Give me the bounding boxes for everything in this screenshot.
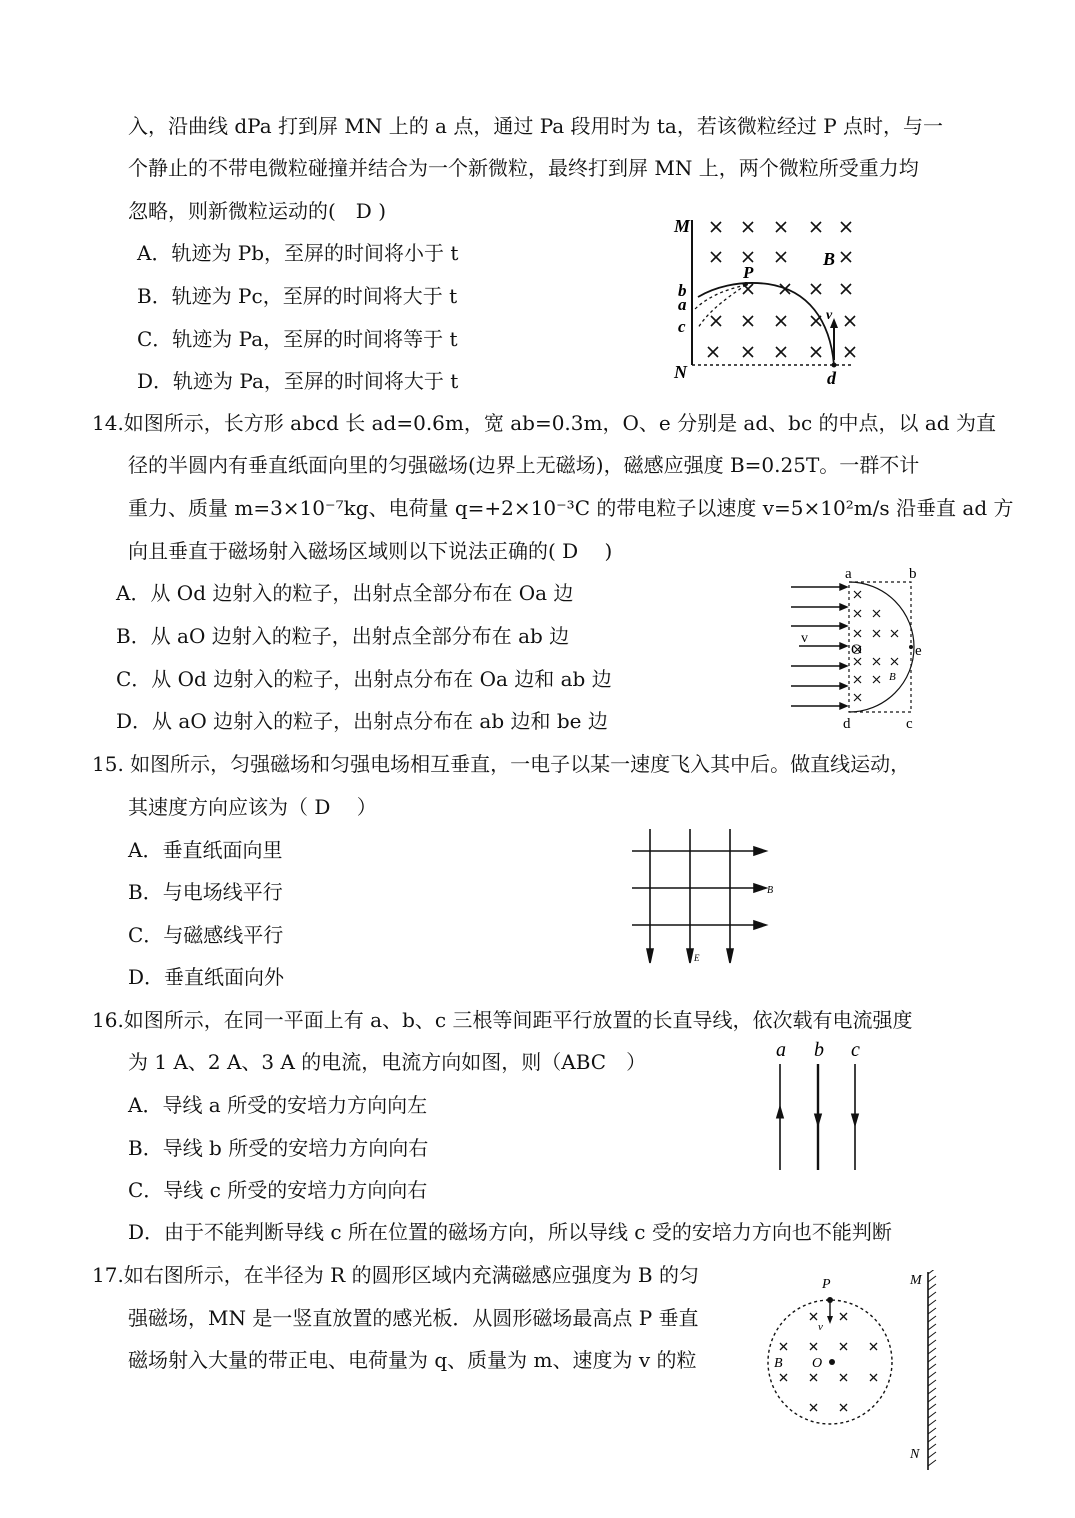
q17-figure xyxy=(760,1270,950,1480)
label-v: v xyxy=(826,308,833,323)
q15-option-d: D．垂直纸面向外 xyxy=(128,965,285,989)
q14-option-c: C．从 Od 边射入的粒子，出射点分布在 Oa 边和 ab 边 xyxy=(116,667,612,691)
q13-option-b: B．轨迹为 Pc，至屏的时间将大于 t xyxy=(137,284,458,308)
label-M: M xyxy=(674,216,691,236)
label-b: b xyxy=(909,566,917,582)
q15-line-1: 15. 如图所示，匀强磁场和匀强电场相互垂直，一电子以某一速度飞入其中后。做直线运动， xyxy=(92,752,911,776)
label-c: c xyxy=(678,317,686,336)
q16-option-a: A．导线 a 所受的安培力方向向左 xyxy=(128,1093,428,1117)
field-crosses xyxy=(780,1313,877,1411)
label-O: O xyxy=(851,642,862,658)
label-a: a xyxy=(776,1039,786,1061)
q17-line-1: 17.如右图所示，在半径为 R 的圆形区域内充满磁感应强度为 B 的匀 xyxy=(92,1263,699,1287)
q16-option-d: D．由于不能判断导线 c 所在位置的磁场方向，所以导线 c 受的安培力方向也不能判断 xyxy=(128,1220,892,1244)
q17-line-3: 磁场射入大量的带正电、电荷量为 q、质量为 m、速度为 v 的粒 xyxy=(128,1348,697,1372)
label-B: B xyxy=(774,1356,783,1371)
q13-option-d: D．轨迹为 Pa，至屏的时间将大于 t xyxy=(137,369,459,393)
q15-option-a: A．垂直纸面向里 xyxy=(128,838,283,862)
label-a: a xyxy=(845,566,852,582)
label-v: v xyxy=(818,1321,823,1333)
q16-option-c: C．导线 c 所受的安培力方向向右 xyxy=(128,1178,428,1202)
q14-option-d: D．从 aO 边射入的粒子，出射点分布在 ab 边和 be 边 xyxy=(116,709,608,733)
q13-figure xyxy=(668,210,868,390)
label-P: P xyxy=(822,1277,831,1292)
q14-option-a: A．从 Od 边射入的粒子，出射点全部分布在 Oa 边 xyxy=(116,581,574,605)
q16-option-b: B．导线 b 所受的安培力方向向右 xyxy=(128,1136,429,1160)
label-B: B xyxy=(823,249,836,269)
q15-line-2: 其速度方向应该为（ D ） xyxy=(128,795,377,819)
label-b: b xyxy=(814,1039,824,1061)
q15-figure xyxy=(628,825,783,970)
field-crosses xyxy=(708,222,855,357)
screen-hatching xyxy=(928,1270,936,1466)
q13-line-1: 入，沿曲线 dPa 打到屏 MN 上的 a 点，通过 Pa 段用时为 ta，若该微粒经过 P 点时，与一 xyxy=(128,114,944,138)
q13-option-a: A．轨迹为 Pb，至屏的时间将小于 t xyxy=(137,241,459,265)
label-B: B xyxy=(889,671,896,683)
q14-line-1: 14.如图所示，长方形 abcd 长 ad=0.6m，宽 ab=0.3m，O、e 分别是 ad、bc 的中点，以 ad 为直 xyxy=(92,411,996,435)
label-d: d xyxy=(843,716,851,732)
q14-line-3: 重力、质量 m=3×10⁻⁷kg、电荷量 q=+2×10⁻³C 的带电粒子以速度 v=5×10²m/s 沿垂直 ad 方 xyxy=(128,496,1014,520)
label-a: a xyxy=(678,295,687,314)
label-v: v xyxy=(801,631,808,646)
label-M: M xyxy=(910,1273,922,1288)
label-B: B xyxy=(767,885,774,896)
q14-line-2: 径的半圆内有垂直纸面向里的匀强磁场(边界上无磁场)，磁感应强度 B=0.25T。一群不计 xyxy=(128,453,920,477)
q14-option-b: B．从 aO 边射入的粒子，出射点全部分布在 ab 边 xyxy=(116,624,570,648)
label-d: d xyxy=(827,368,836,388)
q16-line-1: 16.如图所示，在同一平面上有 a、b、c 三根等间距平行放置的长直导线，依次载有电流强度 xyxy=(92,1008,913,1032)
label-E: E xyxy=(694,953,700,963)
q17-line-2: 强磁场，MN 是一竖直放置的感光板．从圆形磁场最高点 P 垂直 xyxy=(128,1306,699,1330)
q15-option-c: C．与磁感线平行 xyxy=(128,923,284,947)
label-e: e xyxy=(915,643,922,659)
label-b: b xyxy=(678,281,687,300)
label-P: P xyxy=(743,263,754,282)
q13-line-2: 个静止的不带电微粒碰撞并结合为一个新微粒，最终打到屏 MN 上，两个微粒所受重力均 xyxy=(128,156,919,180)
q13-line-3: 忽略，则新微粒运动的( D ) xyxy=(128,199,386,223)
label-O: O xyxy=(812,1356,823,1371)
q13-option-c: C．轨迹为 Pa，至屏的时间将等于 t xyxy=(137,327,458,351)
label-c: c xyxy=(851,1039,860,1061)
q14-figure xyxy=(785,562,935,732)
q16-line-2: 为 1 A、2 A、3 A 的电流，电流方向如图，则（ABC ） xyxy=(128,1050,647,1074)
q16-figure xyxy=(764,1036,874,1176)
label-N: N xyxy=(674,362,687,382)
q15-option-b: B．与电场线平行 xyxy=(128,880,283,904)
label-c: c xyxy=(906,716,913,732)
label-N: N xyxy=(910,1447,920,1462)
q14-line-4: 向且垂直于磁场射入磁场区域则以下说法正确的( D ) xyxy=(128,539,613,563)
